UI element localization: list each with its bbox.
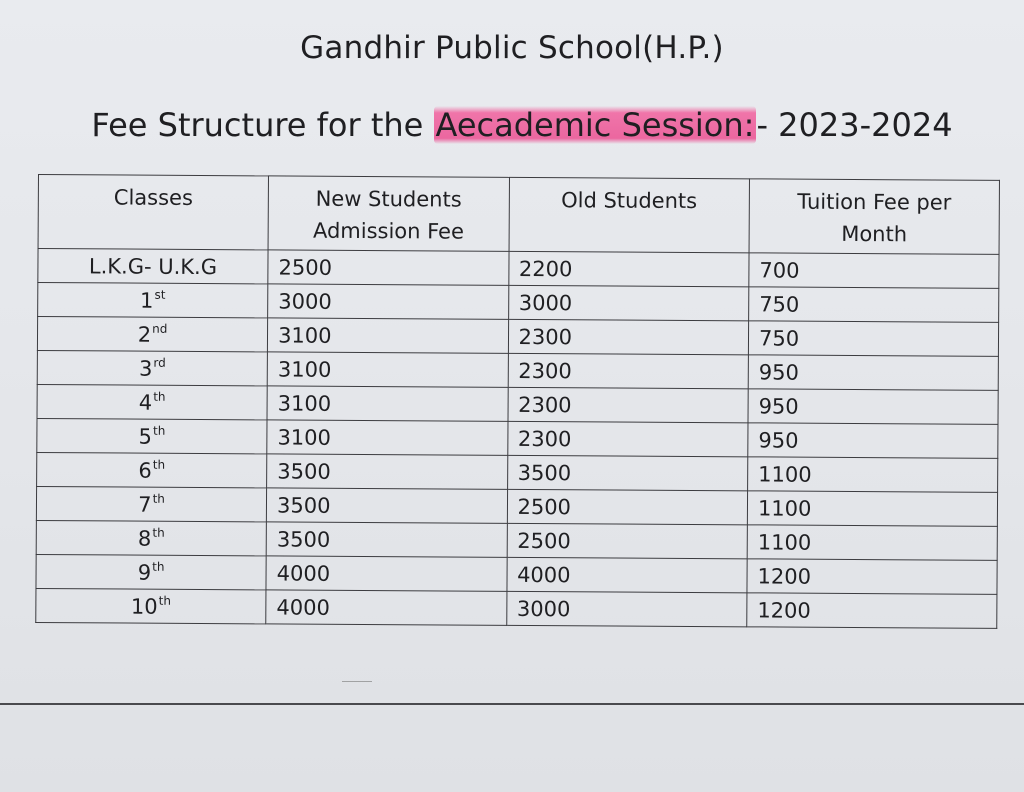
cell-new-admission-fee: 3000 bbox=[268, 284, 509, 319]
stray-mark bbox=[342, 681, 372, 682]
table-row bbox=[36, 588, 997, 628]
highlighted-session-text: Aecademic Session: bbox=[435, 106, 755, 144]
fee-table bbox=[35, 174, 1000, 629]
cell-old-students-fee: 2300 bbox=[508, 387, 749, 422]
cell-class: 1st bbox=[38, 283, 268, 318]
table-row bbox=[36, 554, 997, 594]
cell-class: 7th bbox=[36, 486, 266, 521]
cell-old-students-fee: 3000 bbox=[506, 591, 747, 626]
table-row bbox=[37, 350, 998, 390]
cell-new-admission-fee: 3100 bbox=[268, 318, 509, 353]
table-header-row bbox=[38, 175, 999, 255]
cell-new-admission-fee: 3100 bbox=[267, 420, 508, 455]
cell-new-admission-fee: 3500 bbox=[267, 454, 508, 489]
cell-class: 10th bbox=[36, 588, 266, 623]
cell-old-students-fee: 3000 bbox=[508, 285, 749, 320]
cell-class: 5th bbox=[37, 418, 267, 453]
cell-tuition-fee: 950 bbox=[748, 355, 998, 391]
fee-structure-heading bbox=[10, 106, 1024, 144]
table-row bbox=[37, 418, 998, 458]
cell-old-students-fee: 4000 bbox=[507, 557, 748, 592]
header-old-students: Old Students bbox=[509, 177, 750, 252]
page-divider-line bbox=[0, 703, 1024, 705]
cell-old-students-fee: 2300 bbox=[508, 319, 749, 354]
cell-tuition-fee: 1100 bbox=[748, 457, 998, 493]
cell-class: 4th bbox=[37, 384, 267, 419]
header-tuition-fee: Tuition Fee per Month bbox=[749, 179, 999, 255]
cell-new-admission-fee: 2500 bbox=[268, 250, 509, 285]
cell-tuition-fee: 950 bbox=[748, 389, 998, 425]
cell-class: 2nd bbox=[37, 317, 267, 352]
cell-class: 9th bbox=[36, 554, 266, 589]
cell-old-students-fee: 2500 bbox=[507, 489, 748, 524]
cell-new-admission-fee: 3500 bbox=[266, 488, 507, 523]
fee-heading-prefix: Fee Structure for the bbox=[91, 106, 434, 144]
cell-old-students-fee: 2300 bbox=[507, 421, 748, 456]
table-row bbox=[37, 317, 998, 357]
cell-old-students-fee: 3500 bbox=[507, 455, 748, 490]
cell-new-admission-fee: 4000 bbox=[266, 556, 507, 591]
cell-class: 3rd bbox=[37, 350, 267, 385]
cell-tuition-fee: 1100 bbox=[747, 491, 997, 527]
header-classes: Classes bbox=[38, 175, 269, 250]
cell-new-admission-fee: 3100 bbox=[267, 352, 508, 387]
fee-heading-years: - 2023-2024 bbox=[756, 106, 953, 144]
cell-new-admission-fee: 3100 bbox=[267, 386, 508, 421]
table-row bbox=[37, 452, 998, 492]
cell-old-students-fee: 2300 bbox=[508, 353, 749, 388]
cell-tuition-fee: 1200 bbox=[747, 593, 997, 629]
cell-new-admission-fee: 4000 bbox=[266, 590, 507, 625]
cell-class: 8th bbox=[36, 520, 266, 555]
cell-old-students-fee: 2200 bbox=[508, 251, 749, 286]
cell-new-admission-fee: 3500 bbox=[266, 522, 507, 557]
table-row bbox=[36, 520, 997, 560]
cell-tuition-fee: 1200 bbox=[747, 559, 997, 595]
table-row bbox=[37, 384, 998, 424]
table-row bbox=[38, 283, 999, 323]
table-body bbox=[36, 249, 999, 629]
cell-tuition-fee: 1100 bbox=[747, 525, 997, 561]
cell-tuition-fee: 750 bbox=[748, 321, 998, 357]
school-title: Gandhir Public School(H.P.) bbox=[300, 30, 724, 66]
cell-class: L.K.G- U.K.G bbox=[38, 249, 268, 284]
cell-tuition-fee: 750 bbox=[749, 287, 999, 323]
cell-old-students-fee: 2500 bbox=[507, 523, 748, 558]
header-new-students: New Students Admission Fee bbox=[268, 176, 509, 251]
cell-tuition-fee: 700 bbox=[749, 253, 999, 289]
cell-class: 6th bbox=[37, 452, 267, 487]
table-row bbox=[36, 486, 997, 526]
cell-tuition-fee: 950 bbox=[748, 423, 998, 459]
